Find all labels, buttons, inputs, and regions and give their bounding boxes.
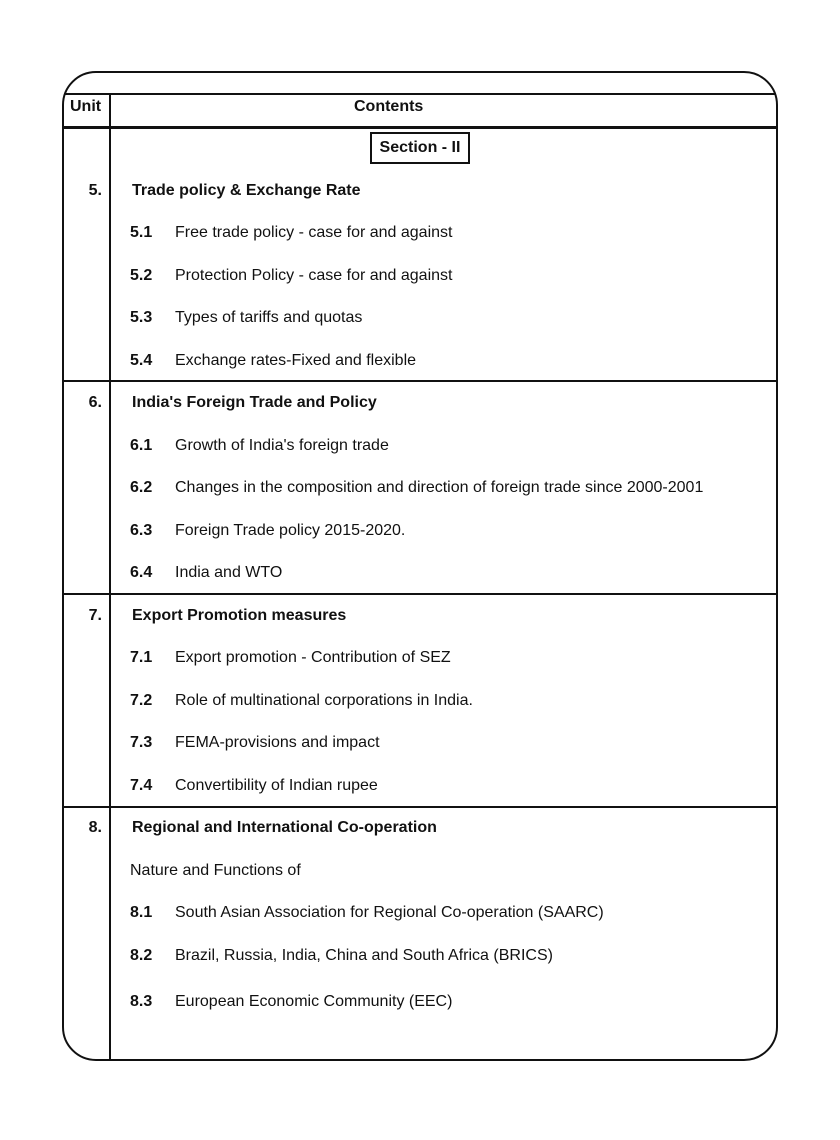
unit-title: Regional and International Co-operation bbox=[132, 819, 437, 836]
item-text: Free trade policy - case for and against bbox=[175, 224, 453, 241]
item-number: 5.3 bbox=[130, 309, 153, 326]
item-text: FEMA-provisions and impact bbox=[175, 734, 380, 751]
item-text: European Economic Community (EEC) bbox=[175, 993, 453, 1010]
item-number: 5.2 bbox=[130, 267, 153, 284]
item-text: Protection Policy - case for and against bbox=[175, 267, 453, 284]
item-text: South Asian Association for Regional Co-operation (SAARC) bbox=[175, 904, 604, 921]
header-bottom-rule bbox=[64, 126, 776, 129]
item-text: Export promotion - Contribution of SEZ bbox=[175, 649, 451, 666]
item-number: 8.1 bbox=[130, 904, 153, 921]
unit-title: India's Foreign Trade and Policy bbox=[132, 394, 377, 411]
item-number: 6.3 bbox=[130, 522, 153, 539]
item-text: Exchange rates-Fixed and flexible bbox=[175, 352, 417, 369]
unit-column-divider bbox=[109, 93, 111, 1060]
unit-separator bbox=[64, 593, 776, 595]
unit-intro-text: Nature and Functions of bbox=[130, 862, 301, 879]
unit-number: 5. bbox=[88, 182, 102, 199]
item-number: 7.3 bbox=[130, 734, 153, 751]
item-number: 8.3 bbox=[130, 993, 153, 1010]
unit-title: Trade policy & Exchange Rate bbox=[132, 182, 361, 199]
item-text: Convertibility of Indian rupee bbox=[175, 777, 378, 794]
header-top-rule bbox=[64, 93, 776, 95]
unit-number: 7. bbox=[88, 607, 102, 624]
item-number: 7.2 bbox=[130, 692, 153, 709]
unit-separator bbox=[64, 806, 776, 808]
item-number: 6.2 bbox=[130, 479, 153, 496]
item-number: 7.4 bbox=[130, 777, 153, 794]
section-title-box: Section - II bbox=[370, 132, 470, 164]
item-number: 5.4 bbox=[130, 352, 153, 369]
contents-column-header: Contents bbox=[354, 98, 424, 115]
item-text: Foreign Trade policy 2015-2020. bbox=[175, 522, 406, 539]
item-number: 8.2 bbox=[130, 947, 153, 964]
unit-number: 8. bbox=[88, 819, 102, 836]
item-number: 5.1 bbox=[130, 224, 153, 241]
unit-title: Export Promotion measures bbox=[132, 607, 347, 624]
item-number: 7.1 bbox=[130, 649, 153, 666]
unit-column-header: Unit bbox=[70, 98, 102, 115]
item-number: 6.4 bbox=[130, 564, 153, 581]
item-text: Growth of India's foreign trade bbox=[175, 437, 389, 454]
item-text: Types of tariffs and quotas bbox=[175, 309, 363, 326]
item-text: India and WTO bbox=[175, 564, 283, 581]
item-text: Brazil, Russia, India, China and South Africa (BRICS) bbox=[175, 947, 553, 964]
unit-separator bbox=[64, 380, 776, 382]
item-text: Role of multinational corporations in India. bbox=[175, 692, 473, 709]
item-text: Changes in the composition and direction of foreign trade since 2000-2001 bbox=[175, 479, 704, 496]
unit-number: 6. bbox=[88, 394, 102, 411]
item-number: 6.1 bbox=[130, 437, 153, 454]
